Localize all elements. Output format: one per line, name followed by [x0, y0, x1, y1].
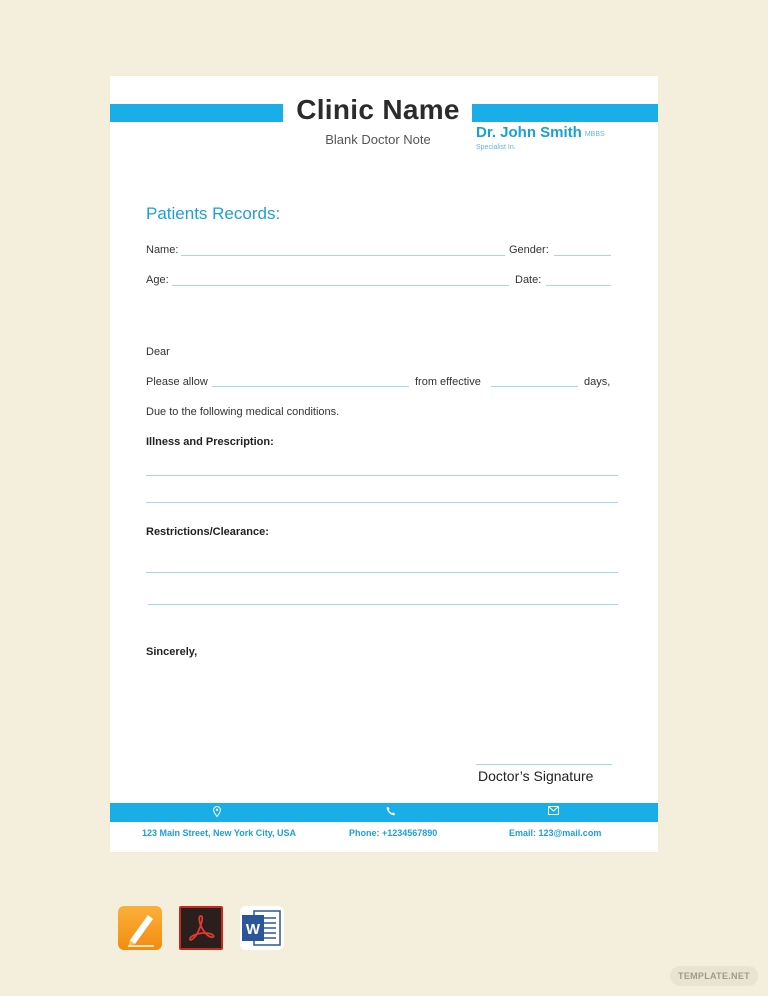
restrictions-heading: Restrictions/Clearance:: [146, 526, 269, 538]
gender-label: Gender:: [509, 244, 549, 256]
pages-icon[interactable]: [118, 906, 162, 950]
word-letter: W: [245, 921, 261, 938]
document-page: [110, 76, 658, 852]
gender-field[interactable]: [554, 255, 611, 256]
illness-heading: Illness and Prescription:: [146, 436, 274, 448]
days-text: days,: [584, 376, 611, 388]
date-field[interactable]: [546, 285, 611, 286]
allow-text: Please allow: [146, 376, 208, 388]
records-title: Patients Records:: [146, 204, 281, 223]
footer-email: Email: 123@mail.com: [509, 828, 602, 838]
due-text: Due to the following medical conditions.: [146, 406, 340, 418]
illness-line-1[interactable]: [146, 475, 618, 476]
doctor-name: Dr. John Smith: [476, 124, 582, 141]
pdf-icon[interactable]: [179, 906, 223, 950]
closing: Sincerely,: [146, 646, 198, 658]
name-field[interactable]: [181, 255, 505, 256]
name-label: Name:: [146, 244, 179, 256]
header-bar-right: [472, 104, 658, 122]
from-effective-text: from effective: [415, 376, 481, 388]
phone-icon: [386, 806, 396, 820]
template-net-badge[interactable]: TEMPLATE.NET: [670, 966, 758, 986]
effective-date-field[interactable]: [491, 386, 578, 387]
restrictions-line-1[interactable]: [146, 572, 618, 573]
doctor-name-block: [476, 124, 605, 141]
signature-line[interactable]: [476, 764, 612, 765]
allow-field[interactable]: [212, 386, 409, 387]
doctor-credentials: MBBS: [584, 131, 605, 138]
footer-bar: [110, 803, 658, 822]
header-bar-left: [110, 104, 283, 122]
age-label: Age:: [146, 274, 169, 286]
date-label: Date:: [515, 274, 542, 286]
greeting: Dear: [146, 346, 170, 358]
clinic-name: Clinic Name: [296, 94, 460, 125]
envelope-icon: [548, 806, 559, 819]
doctor-specialty: Specialist In.: [476, 144, 516, 151]
restrictions-line-2[interactable]: [148, 604, 618, 605]
signature-label: Doctor’s Signature: [478, 768, 594, 784]
age-field[interactable]: [172, 285, 509, 286]
word-icon[interactable]: [240, 906, 284, 950]
footer-phone: Phone: +1234567890: [349, 828, 438, 838]
illness-line-2[interactable]: [146, 502, 618, 503]
document-subtitle: Blank Doctor Note: [325, 132, 431, 147]
map-pin-icon: [213, 806, 221, 821]
footer-address: 123 Main Street, New York City, USA: [142, 828, 297, 838]
